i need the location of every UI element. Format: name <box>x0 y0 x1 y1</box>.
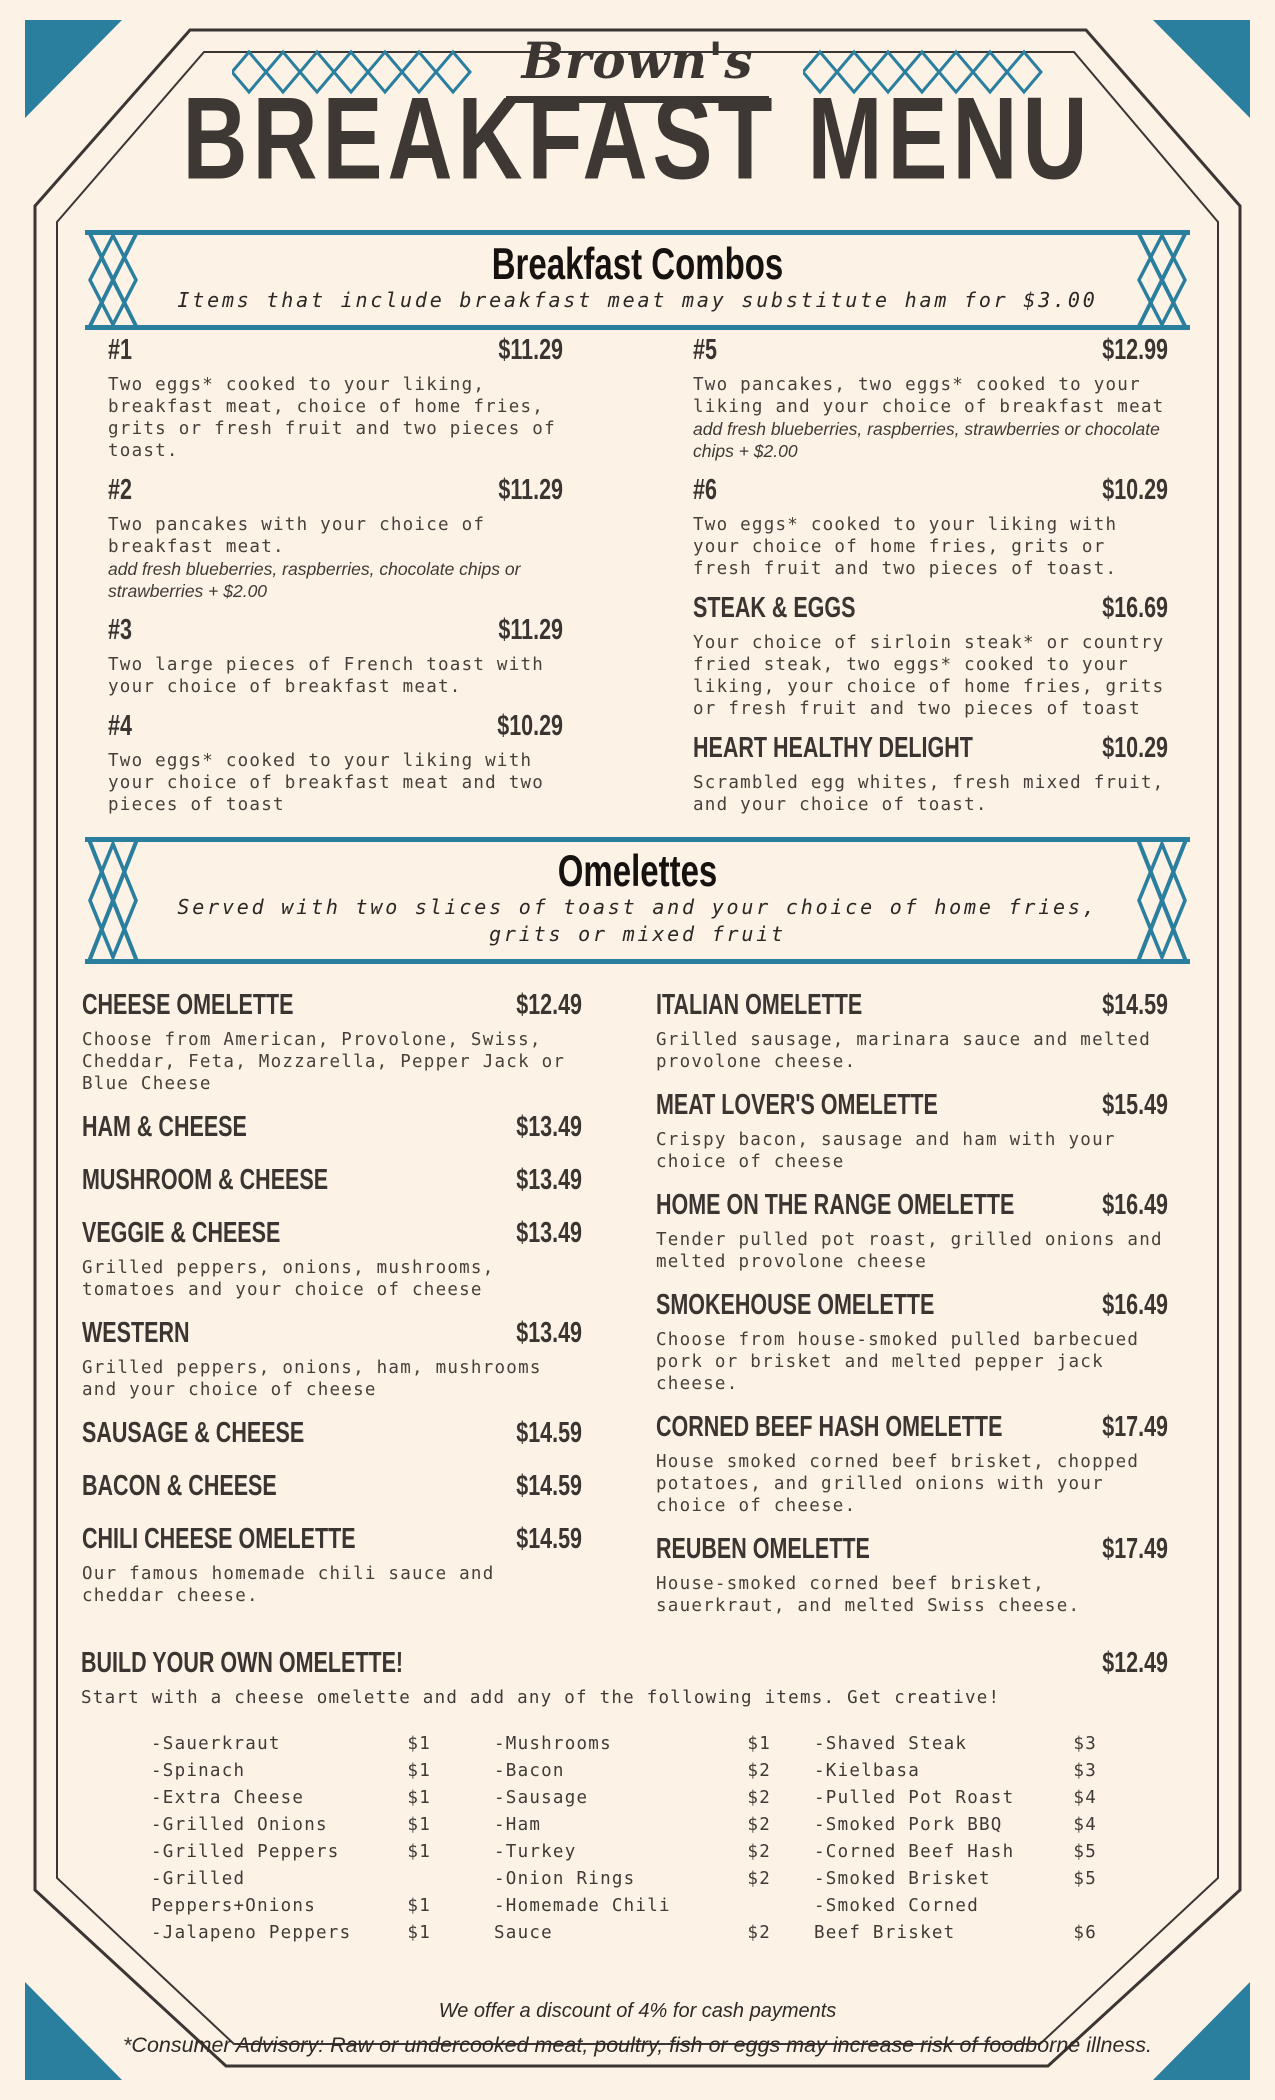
addon-item <box>814 1839 1097 1866</box>
item-description: Choose from American, Provolone, Swiss, Cheddar, Feta, Mozzarella, Pepper Jack or Blue Cheese <box>82 1030 566 1094</box>
item-price: $15.49 <box>1102 1089 1168 1121</box>
addon-name: -Smoked Brisket <box>814 1869 991 1889</box>
item-price: $14.59 <box>516 1470 582 1502</box>
item-price: $16.49 <box>1102 1189 1168 1221</box>
menu-item <box>82 1217 582 1301</box>
addon-name: -Grilled Peppers+Onions <box>151 1869 317 1916</box>
item-name: REUBEN OMELETTE <box>656 1533 870 1565</box>
addon-price: $4 <box>1073 1788 1097 1808</box>
item-description: Your choice of sirloin steak* or country fried steak, two eggs* cooked to your liking, your choice of home fries, grits or fresh fruit and two pieces of toast <box>693 633 1165 719</box>
item-description: Choose from house-smoked pulled barbecued pork or brisket and melted pepper jack cheese. <box>656 1330 1140 1394</box>
banner-lattice-icon <box>1134 230 1190 330</box>
item-name: CHEESE OMELETTE <box>82 989 294 1021</box>
addon-item <box>151 1866 431 1920</box>
menu-item <box>656 1089 1168 1173</box>
item-price: $13.49 <box>516 1217 582 1249</box>
menu-item <box>108 474 563 602</box>
addon-item <box>814 1866 1097 1893</box>
item-price: $10.29 <box>1102 732 1168 764</box>
item-description: Two eggs* cooked to your liking with your choice of breakfast meat and two pieces of toast <box>108 751 545 815</box>
addon-name: -Mushrooms <box>494 1734 612 1754</box>
addon-price: $5 <box>1073 1842 1097 1862</box>
addon-item <box>151 1812 431 1839</box>
item-price: $14.59 <box>1102 989 1168 1021</box>
addon-name: -Extra Cheese <box>151 1788 305 1808</box>
build-your-own-price: $12.49 <box>1102 1647 1168 1679</box>
item-description: House smoked corned beef brisket, chopped potatoes, and grilled onions with your choice of cheese. <box>656 1452 1140 1516</box>
item-name: HEART HEALTHY DELIGHT <box>693 732 973 764</box>
item-name: BACON & CHEESE <box>82 1470 277 1502</box>
addon-name: -Smoked Corned Beef Brisket <box>814 1896 980 1943</box>
omelettes-left-column <box>82 989 582 1638</box>
addon-item <box>494 1731 771 1758</box>
item-description: Two eggs* cooked to your liking, breakfast meat, choice of home fries, grits or fresh fruit and two pieces of toast. <box>108 375 556 461</box>
item-price: $13.49 <box>516 1317 582 1349</box>
item-price: $10.29 <box>497 710 563 742</box>
item-name: #5 <box>693 334 717 366</box>
menu-item <box>108 710 563 816</box>
item-description: Grilled sausage, marinara sauce and melted provolone cheese. <box>656 1030 1152 1072</box>
item-name: #3 <box>108 614 132 646</box>
menu-item <box>656 1189 1168 1273</box>
addon-name: -Sausage <box>494 1788 589 1808</box>
menu-item <box>82 1417 582 1454</box>
item-price: $17.49 <box>1102 1411 1168 1443</box>
item-price: $13.49 <box>516 1164 582 1196</box>
page-title: BREAKFAST MENU <box>182 74 1093 205</box>
addons-list <box>151 1731 1168 1947</box>
addon-price: $1 <box>407 1761 431 1781</box>
consumer-advisory: *Consumer Advisory: Raw or undercooked meat, poultry, fish or eggs may increase risk of foodborne illness. <box>123 2033 1152 2057</box>
addon-price: $6 <box>1073 1923 1097 1943</box>
menu-item <box>656 1411 1168 1517</box>
cash-discount-note: We offer a discount of 4% for cash payments <box>438 2000 837 2022</box>
addon-item <box>814 1893 1097 1947</box>
item-price: $10.29 <box>1102 474 1168 506</box>
addon-item <box>814 1758 1097 1785</box>
addon-item <box>494 1893 771 1947</box>
addon-name: -Homemade Chili Sauce <box>494 1896 671 1943</box>
addon-name: -Grilled Onions <box>151 1815 328 1835</box>
build-your-own-title: BUILD YOUR OWN OMELETTE! <box>81 1647 404 1679</box>
addon-name: -Spinach <box>151 1761 246 1781</box>
section-subtitle-combos: Items that include breakfast meat may substitute ham for $3.00 <box>177 288 1098 312</box>
item-name: CHILI CHEESE OMELETTE <box>82 1523 356 1555</box>
addon-item <box>814 1785 1097 1812</box>
addon-price: $1 <box>407 1788 431 1808</box>
item-description: House-smoked corned beef brisket, sauerkraut, and melted Swiss cheese. <box>656 1574 1081 1616</box>
addon-name: -Pulled Pot Roast <box>814 1788 1015 1808</box>
banner-lattice-icon <box>85 837 141 964</box>
addon-price: $1 <box>407 1734 431 1754</box>
addon-price: $2 <box>747 1869 771 1889</box>
section-title-combos: Breakfast Combos <box>491 238 784 289</box>
item-note: add fresh blueberries, raspberries, strawberries or chocolate chips + $2.00 <box>693 419 1160 461</box>
section-banner-omelettes <box>85 837 1190 964</box>
section-subtitle-omelettes: Served with two slices of toast and your choice of home fries, grits or mixed fruit <box>177 895 1098 946</box>
addon-item <box>151 1839 431 1866</box>
item-name: #4 <box>108 710 132 742</box>
addon-price: $3 <box>1073 1734 1097 1754</box>
addon-price: $2 <box>747 1923 771 1943</box>
item-price: $11.29 <box>498 474 563 506</box>
item-price: $12.99 <box>1102 334 1168 366</box>
addon-name: -Sauerkraut <box>151 1734 281 1754</box>
addon-name: -Shaved Steak <box>814 1734 968 1754</box>
item-name: WESTERN <box>82 1317 190 1349</box>
addon-price: $2 <box>747 1842 771 1862</box>
addon-price: $1 <box>407 1896 431 1916</box>
item-description: Our famous homemade chili sauce and cheddar cheese. <box>82 1564 495 1606</box>
item-name: ITALIAN OMELETTE <box>656 989 863 1021</box>
item-description: Two pancakes, two eggs* cooked to your liking and your choice of breakfast meat <box>693 375 1165 417</box>
menu-item <box>108 614 563 698</box>
addon-name: -Grilled Peppers <box>151 1842 340 1862</box>
addon-price: $2 <box>747 1815 771 1835</box>
combos-items <box>108 334 1168 833</box>
item-price: $11.29 <box>498 334 563 366</box>
addon-price: $4 <box>1073 1815 1097 1835</box>
menu-item <box>656 1533 1168 1617</box>
item-price: $16.69 <box>1102 592 1168 624</box>
combos-right-column <box>693 334 1168 833</box>
addon-name: -Kielbasa <box>814 1761 921 1781</box>
menu-item <box>82 1164 582 1201</box>
item-price: $13.49 <box>516 1111 582 1143</box>
restaurant-name: Brown's <box>506 31 770 103</box>
item-name: CORNED BEEF HASH OMELETTE <box>656 1411 1003 1443</box>
item-name: SMOKEHOUSE OMELETTE <box>656 1289 935 1321</box>
menu-item <box>693 732 1168 816</box>
addon-price: $1 <box>407 1842 431 1862</box>
addon-price: $3 <box>1073 1761 1097 1781</box>
addon-item <box>494 1839 771 1866</box>
item-name: HAM & CHEESE <box>82 1111 247 1143</box>
menu-item <box>693 592 1168 720</box>
addon-price: $1 <box>407 1815 431 1835</box>
addons-column-3 <box>814 1731 1097 1947</box>
addon-price: $1 <box>407 1923 431 1943</box>
addon-item <box>494 1812 771 1839</box>
item-description: Grilled peppers, onions, mushrooms, tomatoes and your choice of cheese <box>82 1258 495 1300</box>
item-price: $16.49 <box>1102 1289 1168 1321</box>
item-description: Tender pulled pot roast, grilled onions and melted provolone cheese <box>656 1230 1163 1272</box>
item-name: #6 <box>693 474 717 506</box>
banner-lattice-icon <box>85 230 141 330</box>
item-description: Grilled peppers, onions, ham, mushrooms and your choice of cheese <box>82 1358 542 1400</box>
item-description: Crispy bacon, sausage and ham with your choice of cheese <box>656 1130 1116 1172</box>
menu-item <box>82 1317 582 1401</box>
banner-lattice-icon <box>1134 837 1190 964</box>
item-name: MUSHROOM & CHEESE <box>82 1164 329 1196</box>
addon-name: -Smoked Pork BBQ <box>814 1815 1003 1835</box>
addon-name: -Ham <box>494 1815 542 1835</box>
addon-name: -Corned Beef Hash <box>814 1842 1015 1862</box>
menu-item <box>656 989 1168 1073</box>
addon-item <box>151 1920 431 1947</box>
addon-item <box>151 1758 431 1785</box>
item-note: add fresh blueberries, raspberries, chocolate chips or strawberries + $2.00 <box>108 559 521 601</box>
addon-item <box>151 1731 431 1758</box>
addon-item <box>814 1812 1097 1839</box>
item-name: STEAK & EGGS <box>693 592 856 624</box>
section-title-omelettes: Omelettes <box>557 845 718 896</box>
addon-price: $1 <box>747 1734 771 1754</box>
addon-price: $2 <box>747 1761 771 1781</box>
item-price: $17.49 <box>1102 1533 1168 1565</box>
menu-item <box>82 1470 582 1507</box>
item-price: $14.59 <box>516 1523 582 1555</box>
menu-item <box>82 1111 582 1148</box>
item-price: $14.59 <box>516 1417 582 1449</box>
addons-column-2 <box>494 1731 771 1947</box>
item-description: Two large pieces of French toast with your choice of breakfast meat. <box>108 655 545 697</box>
item-name: #2 <box>108 474 132 506</box>
menu-item <box>82 989 582 1095</box>
addon-name: -Bacon <box>494 1761 565 1781</box>
addon-item <box>494 1758 771 1785</box>
addon-name: -Onion Rings <box>494 1869 636 1889</box>
item-name: MEAT LOVER'S OMELETTE <box>656 1089 938 1121</box>
addon-item <box>151 1785 431 1812</box>
omelettes-items <box>82 989 1168 1638</box>
addon-item <box>494 1785 771 1812</box>
item-description: Two pancakes with your choice of breakfast meat. <box>108 515 486 557</box>
menu-item <box>82 1523 582 1607</box>
menu-item <box>693 334 1168 462</box>
item-price: $11.29 <box>498 614 563 646</box>
menu-item <box>108 334 563 462</box>
addon-price: $2 <box>747 1788 771 1808</box>
item-name: SAUSAGE & CHEESE <box>82 1417 305 1449</box>
menu-item <box>693 474 1168 580</box>
item-name: HOME ON THE RANGE OMELETTE <box>656 1189 1015 1221</box>
item-price: $12.49 <box>516 989 582 1021</box>
addons-column-1 <box>151 1731 431 1947</box>
section-banner-combos <box>85 230 1190 330</box>
addon-item <box>814 1731 1097 1758</box>
addon-item <box>494 1866 771 1893</box>
item-name: VEGGIE & CHEESE <box>82 1217 281 1249</box>
build-your-own-section <box>81 1647 1168 1947</box>
omelettes-right-column <box>656 989 1168 1638</box>
combos-left-column <box>108 334 563 833</box>
addon-price: $5 <box>1073 1869 1097 1889</box>
item-description: Scrambled egg whites, fresh mixed fruit, and your choice of toast. <box>693 773 1165 815</box>
addon-name: -Turkey <box>494 1842 577 1862</box>
addon-name: -Jalapeno Peppers <box>151 1923 352 1943</box>
menu-item <box>656 1289 1168 1395</box>
build-your-own-intro: Start with a cheese omelette and add any of the following items. Get creative! <box>81 1688 1001 1708</box>
footer <box>0 2000 1275 2058</box>
item-name: #1 <box>108 334 132 366</box>
item-description: Two eggs* cooked to your liking with your choice of home fries, grits or fresh fruit and two pieces of toast. <box>693 515 1118 579</box>
